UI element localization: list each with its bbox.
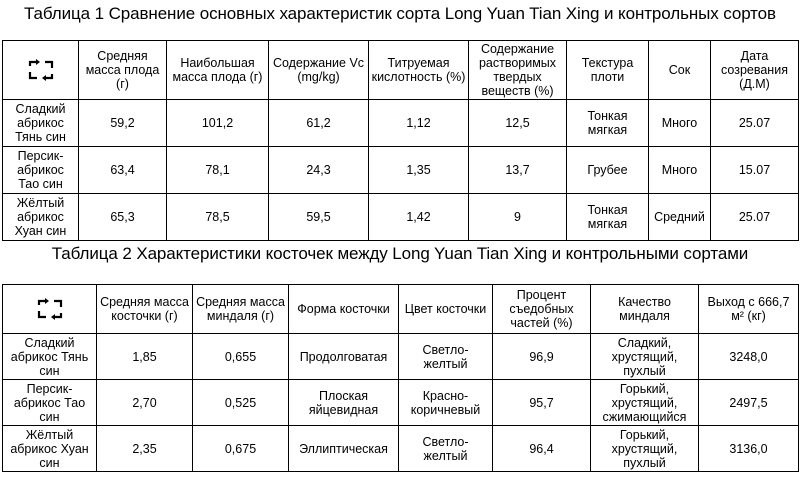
table-cell: 2,35 — [97, 426, 193, 472]
table-cell: 65,3 — [79, 194, 167, 241]
table1-header-cell: Содержание растворимых твердых веществ (%) — [469, 41, 567, 100]
table-cell: 61,2 — [269, 100, 369, 147]
table-cell: 3248,0 — [699, 334, 799, 380]
table-cell: 25.07 — [711, 100, 799, 147]
table-cell: 0,675 — [193, 426, 289, 472]
table-cell: 3136,0 — [699, 426, 799, 472]
table-cell: Красно-коричневый — [399, 380, 493, 426]
table-cell: Сладкий, хрустящий, пухлый — [591, 334, 699, 380]
table-cell: Эллиптическая — [289, 426, 399, 472]
table-cell: 15.07 — [711, 147, 799, 194]
table1 — [2, 40, 799, 241]
row-name-cell: Персик-абрикос Тао син — [3, 147, 79, 194]
table-cell: 96,4 — [493, 426, 591, 472]
table-cell: Много — [649, 100, 711, 147]
table-cell: 59,2 — [79, 100, 167, 147]
table-cell: 101,2 — [167, 100, 269, 147]
swap-cycle-icon — [5, 57, 76, 83]
table-cell: 1,85 — [97, 334, 193, 380]
table-cell: 95,7 — [493, 380, 591, 426]
table-row — [3, 194, 799, 241]
table-row — [3, 100, 799, 147]
table1-header-cell: Содержание Vc (mg/kg) — [269, 41, 369, 100]
table-cell: 1,12 — [369, 100, 469, 147]
table1-caption: Таблица 1 Сравнение основных характеристик сорта Long Yuan Tian Xing и контрольных сортов — [24, 4, 776, 23]
row-name-cell: Жёлтый абрикос Хуан син — [3, 426, 97, 472]
table-cell: Средний — [649, 194, 711, 241]
table2-header-cell: Средняя масса миндаля (г) — [193, 285, 289, 334]
table2-caption: Таблица 2 Характеристики косточек между Long Yuan Tian Xing и контрольными сортами — [51, 244, 749, 263]
row-name-cell: Персик-абрикос Тао син — [3, 380, 97, 426]
table-cell: Тонкая мягкая — [567, 100, 649, 147]
table-cell: Горький, хрустящий, сжимающийся — [591, 380, 699, 426]
table2-header-cell: Форма косточки — [289, 285, 399, 334]
table-row — [3, 380, 799, 426]
table-cell: Плоская яйцевидная — [289, 380, 399, 426]
table1-header-row — [3, 41, 799, 100]
table1-header-cell: Сок — [649, 41, 711, 100]
table2-header-cell: Выход с 666,7 м² (кг) — [699, 285, 799, 334]
table-cell: 9 — [469, 194, 567, 241]
table-row — [3, 334, 799, 380]
table-cell: 24,3 — [269, 147, 369, 194]
row-name-cell: Сладкий абрикос Тянь син — [3, 334, 97, 380]
table1-header-cell: Наибольшая масса плода (г) — [167, 41, 269, 100]
table-cell: Тонкая мягкая — [567, 194, 649, 241]
table2-header-cell: Цвет косточки — [399, 285, 493, 334]
table-cell: 1,35 — [369, 147, 469, 194]
table2 — [2, 284, 799, 472]
table-cell: 96,9 — [493, 334, 591, 380]
table1-header-cell: Дата созревания (Д.М) — [711, 41, 799, 100]
table-cell: 0,655 — [193, 334, 289, 380]
table-cell: Грубее — [567, 147, 649, 194]
table1-header-cell: Текстура плоти — [567, 41, 649, 100]
table-cell: Светло-желтый — [399, 334, 493, 380]
table1-header-cell: Средняя масса плода (г) — [79, 41, 167, 100]
table2-header-cell: Средняя масса косточки (г) — [97, 285, 193, 334]
table-cell: Много — [649, 147, 711, 194]
table-cell: 63,4 — [79, 147, 167, 194]
row-name-cell: Жёлтый абрикос Хуан син — [3, 194, 79, 241]
table-row — [3, 426, 799, 472]
table-cell: 59,5 — [269, 194, 369, 241]
table2-header-cell: Процент съедобных частей (%) — [493, 285, 591, 334]
table2-header-cell: Качество миндаля — [591, 285, 699, 334]
row-name-cell: Сладкий абрикос Тянь син — [3, 100, 79, 147]
table-cell: 2,70 — [97, 380, 193, 426]
table-cell: 25.07 — [711, 194, 799, 241]
table2-corner-cell — [3, 285, 97, 334]
table1-corner-cell — [3, 41, 79, 100]
swap-cycle-icon — [5, 296, 94, 322]
table-cell: 13,7 — [469, 147, 567, 194]
table-cell: 78,1 — [167, 147, 269, 194]
table-cell: Светло-желтый — [399, 426, 493, 472]
table-cell: 12,5 — [469, 100, 567, 147]
table-cell: Продолговатая — [289, 334, 399, 380]
table-cell: 78,5 — [167, 194, 269, 241]
table-cell: Горький, хрустящий, пухлый — [591, 426, 699, 472]
table-cell: 0,525 — [193, 380, 289, 426]
table-cell: 2497,5 — [699, 380, 799, 426]
table1-header-cell: Титруемая кислотность (%) — [369, 41, 469, 100]
table2-header-row — [3, 285, 799, 334]
table-cell: 1,42 — [369, 194, 469, 241]
table-row — [3, 147, 799, 194]
